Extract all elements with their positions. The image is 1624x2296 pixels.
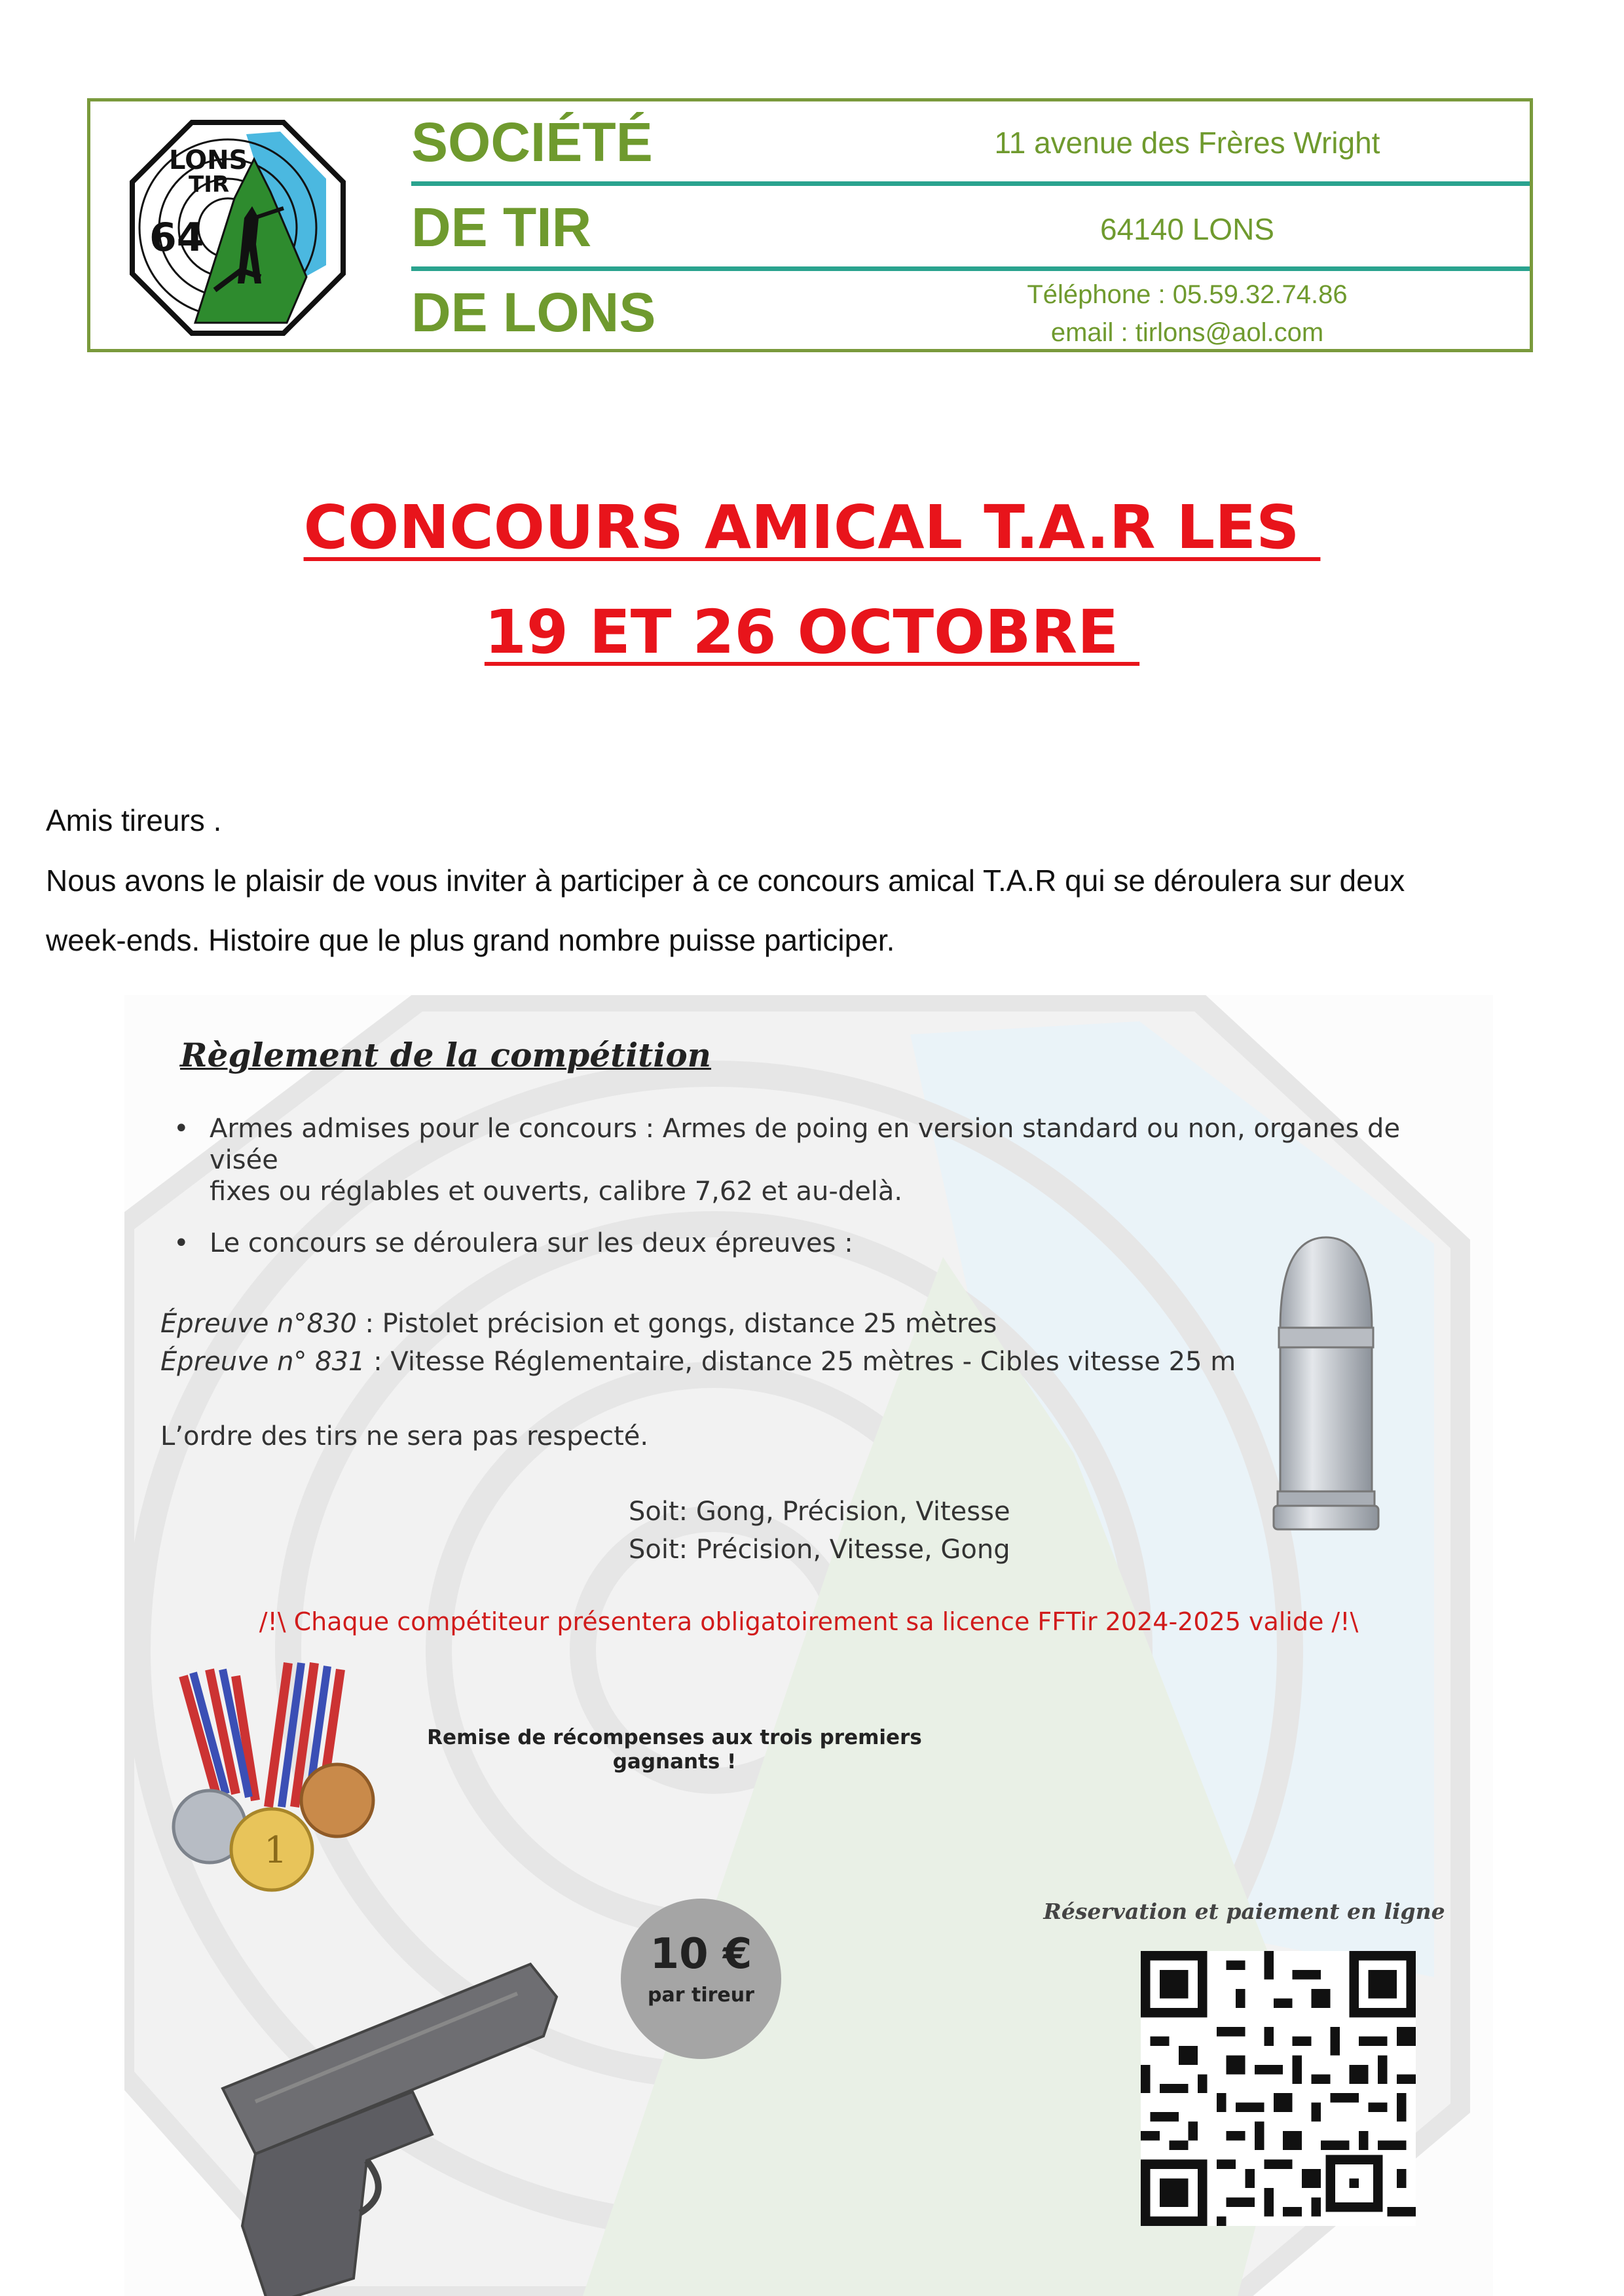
price-amount: 10 € [650, 1930, 752, 1978]
intro-greeting: Amis tireurs . [46, 803, 222, 837]
rule-weapons-line-1: • Armes admises pour le concours : Armes de poing en version standard ou non, organes de visée [210, 1114, 1401, 1175]
reservation-note: Réservation et paiement en ligne [1043, 1899, 1445, 1924]
header-rule-2 [411, 266, 1530, 271]
order-option-2: Soit: Précision, Vitesse, Gong [629, 1535, 1010, 1565]
page-title-line-2: 19 ET 26 OCTOBRE [484, 597, 1140, 667]
rule-events [174, 1228, 1450, 1259]
event-830 [160, 1308, 997, 1339]
order-note: L’ordre des tirs ne sera pas respecté. [160, 1421, 649, 1451]
price-badge [621, 1899, 781, 2059]
competition-flyer [124, 995, 1493, 2296]
event-830-text: : Pistolet précision et gongs, distance 25 mètres [356, 1309, 997, 1339]
rule-events-text: • Le concours se déroulera sur les deux épreuves : [210, 1228, 853, 1258]
club-address: 11 avenue des Frères Wright [994, 126, 1380, 160]
intro-line-2: week-ends. Histoire que le plus grand nombre puisse participer. [46, 923, 895, 957]
letterhead [87, 98, 1533, 352]
club-phone: Téléphone : 05.59.32.74.86 [1027, 280, 1348, 309]
licence-warning: /!\ Chaque compétiteur présentera obligatoirement sa licence FFTir 2024-2025 valide /!\ [259, 1607, 1359, 1636]
price-unit: par tireur [648, 1984, 754, 2007]
club-city: 64140 LONS [1100, 212, 1274, 246]
intro-line-1: Nous avons le plaisir de vous inviter à participer à ce concours amical T.A.R qui se déroulera sur deux [46, 864, 1405, 898]
cartridge-icon [1261, 1231, 1392, 1539]
club-logo [130, 120, 346, 336]
pistol-icon [216, 1938, 570, 2296]
event-831-text: : Vitesse Réglementaire, distance 25 mètres - Cibles vitesse 25 m [365, 1347, 1236, 1377]
rewards-note: Remise de récompenses aux trois premiers gagnants ! [427, 1726, 922, 1774]
logo-tir: TIR [189, 172, 230, 198]
medals-icon [157, 1650, 393, 1899]
event-830-label: Épreuve n°830 [160, 1309, 357, 1339]
header-rule-1 [411, 181, 1530, 186]
rules-heading: Règlement de la compétition [180, 1036, 712, 1074]
event-831 [160, 1346, 1236, 1377]
page-title-line-1: CONCOURS AMICAL T.A.R LES [303, 492, 1321, 562]
club-name-line-2: DE TIR [411, 196, 592, 258]
order-option-1: Soit: Gong, Précision, Vitesse [629, 1497, 1010, 1527]
rule-weapons [174, 1113, 1450, 1207]
qr-code[interactable] [1141, 1951, 1416, 2226]
event-831-label: Épreuve n° 831 [160, 1347, 365, 1377]
club-name-line-3: DE LONS [411, 282, 656, 343]
gold-medal-number: 1 [264, 1829, 287, 1872]
rule-weapons-line-2: fixes ou réglables et ouverts, calibre 7,62 et au-delà. [210, 1176, 903, 1207]
club-email: email : tirlons@aol.com [1050, 318, 1324, 347]
logo-lons: LONS [169, 145, 248, 175]
club-name-line-1: SOCIÉTÉ [411, 111, 653, 173]
logo-number: 64 [149, 215, 204, 261]
